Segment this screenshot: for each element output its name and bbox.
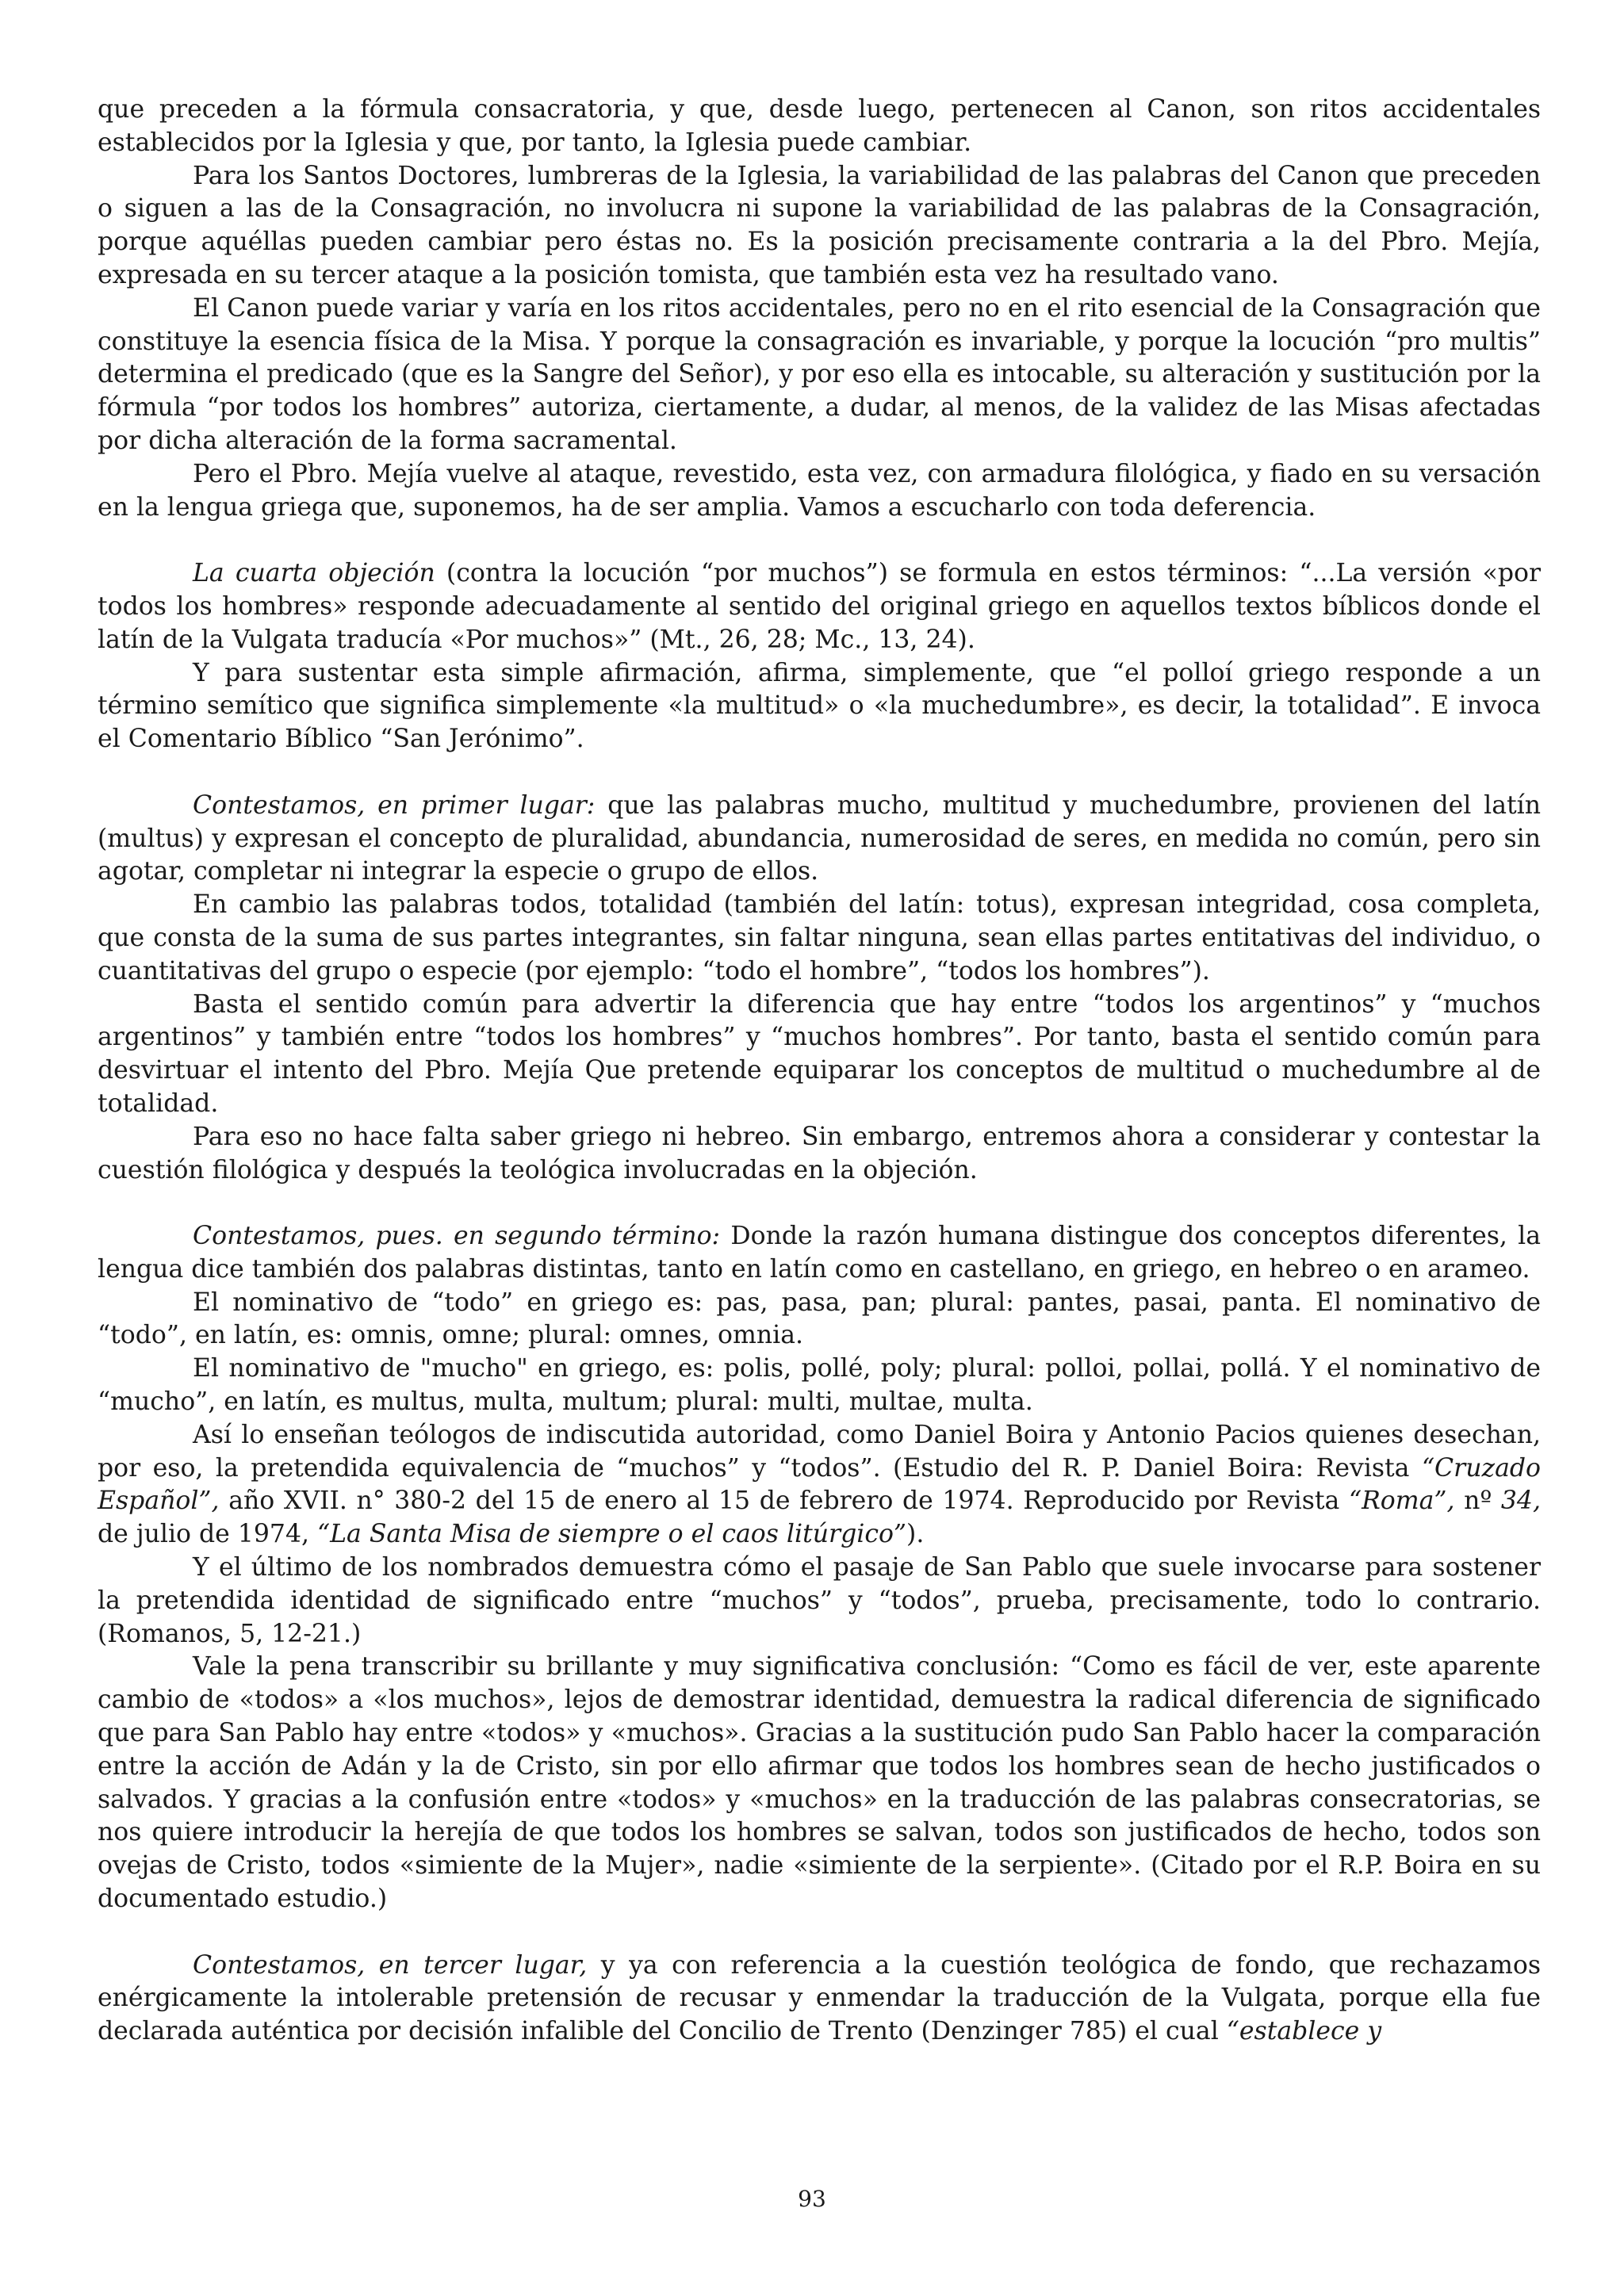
text-run: Y para sustentar esta simple afirmación, afirma, simplemente, que “el polloí griego responde a un término semítico que significa simplemente «la multitud» o «la muchedumbre», es decir, la totalidad”. E invoca el Comentario Bíblico “San Jerónimo”. (98, 658, 1541, 754)
text-run: Basta el sentido común para advertir la diferencia que hay entre “todos los argentinos” y “muchos argentinos” y también entre “todos los hombres” y “muchos hombres”. Por tanto, basta el sentido común para desvirtuar el intento del Pbro. Mejía Que pretende equiparar los conceptos de multitud o muchedumbre al de totalidad. (98, 989, 1541, 1118)
paragraph (98, 1651, 1541, 1915)
text-run: Para eso no hace falta saber griego ni hebreo. Sin embargo, entremos ahora a considerar y contestar la cuestión filológica y después la teológica involucradas en la objeción. (98, 1122, 1541, 1184)
paragraph (98, 160, 1541, 293)
paragraph (98, 1287, 1541, 1353)
paragraph (98, 1121, 1541, 1188)
paragraph (98, 293, 1541, 458)
text-run: En cambio las palabras todos, totalidad (también del latín: totus), expresan integridad, cosa completa, que consta de la suma de sus partes integrantes, sin faltar ninguna, sean ellas partes entitativas del individuo, o cuantitativas del grupo o especie (por ejemplo: “todo el hombre”, “todos los hombres”). (98, 890, 1541, 985)
text-run: año XVII. n° 380-2 del 15 de enero al 15 de febrero de 1974. Reproducido por Revista (219, 1487, 1349, 1516)
italic-text: Contestamos, en tercer lugar, (193, 1950, 588, 1980)
italic-text: 34, (1500, 1487, 1541, 1516)
text-run: que las palabras mucho, multitud y muchedumbre, provienen del latín (multus) y expresan el concepto de pluralidad, abundancia, numerosidad de seres, en medida no común, pero sin agotar, completar ni integrar la especie o grupo de ellos. (98, 790, 1541, 886)
italic-text: Contestamos, pues. en segundo término: (193, 1222, 721, 1251)
text-run: El nominativo de "mucho" en griego, es: polis, pollé, poly; plural: polloi, pollai, pollá. Y el nominativo de “mucho”, en latín, es multus, multa, multum; plural: multi, multae, multa. (98, 1354, 1541, 1417)
italic-text: “Roma”, (1348, 1487, 1455, 1516)
paragraph (98, 94, 1541, 160)
text-run: que preceden a la fórmula consacratoria, y que, desde luego, pertenecen al Canon, son ritos accidentales establecidos por la Iglesia y que, por tanto, la Iglesia puede cambiar. (98, 95, 1541, 157)
paragraph (98, 657, 1541, 756)
text-run: (contra la locución “por muchos”) se formula en estos términos: “...La versión «por todos los hombres» responde adecuadamente al sentido del original griego en aquellos textos bíblicos donde el latín de la Vulgata traducía «Por muchos»” (Mt., 26, 28; Mc., 13, 24). (98, 559, 1542, 654)
italic-text: “Cruzado Español”, (98, 1453, 1541, 1516)
paragraph (98, 889, 1541, 988)
paragraph (98, 557, 1541, 656)
text-run: Para los Santos Doctores, lumbreras de la Iglesia, la variabilidad de las palabras del Canon que preceden o siguen a las de la Consagración, no involucra ni supone la variabilidad de las palabras de la Consagración, porque aquéllas pueden cambiar pero éstas no. Es la posición precisamente contraria a la del Pbro. Mejía, expresada en su tercer ataque a la posición tomista, que también esta vez ha resultado vano. (98, 161, 1541, 289)
text-run: Y el último de los nombrados demuestra cómo el pasaje de San Pablo que suele invocarse para sostener la pretendida identidad de significado entre “muchos” y “todos”, prueba, precisamente, todo lo contrario. (Romanos, 5, 12-21.) (98, 1553, 1541, 1648)
text-run: Donde la razón humana distingue dos conceptos diferentes, la lengua dice también dos palabras distintas, tanto en latín como en castellano, en griego, en hebreo o en arameo. (98, 1222, 1541, 1284)
text-run: El Canon puede variar y varía en los ritos accidentales, pero no en el rito esencial de la Consagración que constituye la esencia física de la Misa. Y porque la consagración es invariable, y porque la locución “pro multis” determina el predicado (que es la Sangre del Señor), y por eso ella es intocable, su alteración y sustitución por la fórmula “por todos los hombres” autoriza, ciertamente, a dudar, al menos, de la validez de las Misas afectadas por dicha alteración de la forma sacramental. (98, 293, 1541, 455)
text-run: Así lo enseñan teólogos de indiscutida autoridad, como Daniel Boira y Antonio Pacios quienes desechan, por eso, la pretendida equivalencia de “muchos” y “todos”. (Estudio del R. P. Daniel Boira: Revista (98, 1420, 1541, 1483)
text-run: ). (906, 1520, 925, 1549)
italic-text: La cuarta objeción (193, 559, 435, 588)
paragraph (98, 458, 1541, 525)
text-run: y ya con referencia a la cuestión teológica de fondo, que rechazamos enérgicamente la intolerable pretensión de recusar y enmendar la traducción de la Vulgata, porque ella fue declarada auténtica por decisión infalible del Concilio de Trento (Denzinger 785) el cual (98, 1950, 1541, 2046)
document-body (98, 94, 1541, 2049)
text-run: Vale la pena transcribir su brillante y muy significativa conclusión: “Como es fácil de ver, este aparente cambio de «todos» a «los muchos», lejos de demostrar identidad, demuestra la radical diferencia de significado que para San Pablo hay entre «todos» y «muchos». Gracias a la sustitución pudo San Pablo hacer la comparación entre la acción de Adán y la de Cristo, sin por ello afirmar que todos los hombres sean de hecho justificados o salvados. Y gracias a la confusión entre «todos» y «muchos» en la traducción de las palabras consecratorias, se nos quiere introducir la herejía de que todos los hombres se salvan, todos son justificados de hecho, todos son ovejas de Cristo, todos «simiente de la Mujer», nadie «simiente de la serpiente». (Citado por el R.P. Boira en su documentado estudio.) (98, 1652, 1541, 1914)
paragraph (98, 1353, 1541, 1419)
paragraph (98, 1220, 1541, 1287)
text-run: Pero el Pbro. Mejía vuelve al ataque, revestido, esta vez, con armadura filológica, y fiado en su versación en la lengua griega que, suponemos, ha de ser amplia. Vamos a escucharlo con toda deferencia. (98, 459, 1541, 522)
paragraph (98, 989, 1541, 1121)
paragraph (98, 790, 1541, 889)
italic-text: “La Santa Misa de siempre o el caos litúrgico” (317, 1520, 907, 1549)
paragraph (98, 1950, 1541, 2049)
page-number: 93 (798, 2186, 826, 2212)
text-run: nº (1454, 1487, 1501, 1516)
italic-text: Contestamos, en primer lugar: (193, 790, 596, 820)
paragraph (98, 1419, 1541, 1552)
italic-text: “establece y (1226, 2017, 1382, 2046)
text-run: de julio de 1974, (98, 1520, 318, 1549)
text-run: El nominativo de “todo” en griego es: pas, pasa, pan; plural: pantes, pasai, panta. El nominativo de “todo”, en latín, es: omnis, omne; plural: omnes, omnia. (98, 1288, 1541, 1350)
paragraph (98, 1552, 1541, 1651)
